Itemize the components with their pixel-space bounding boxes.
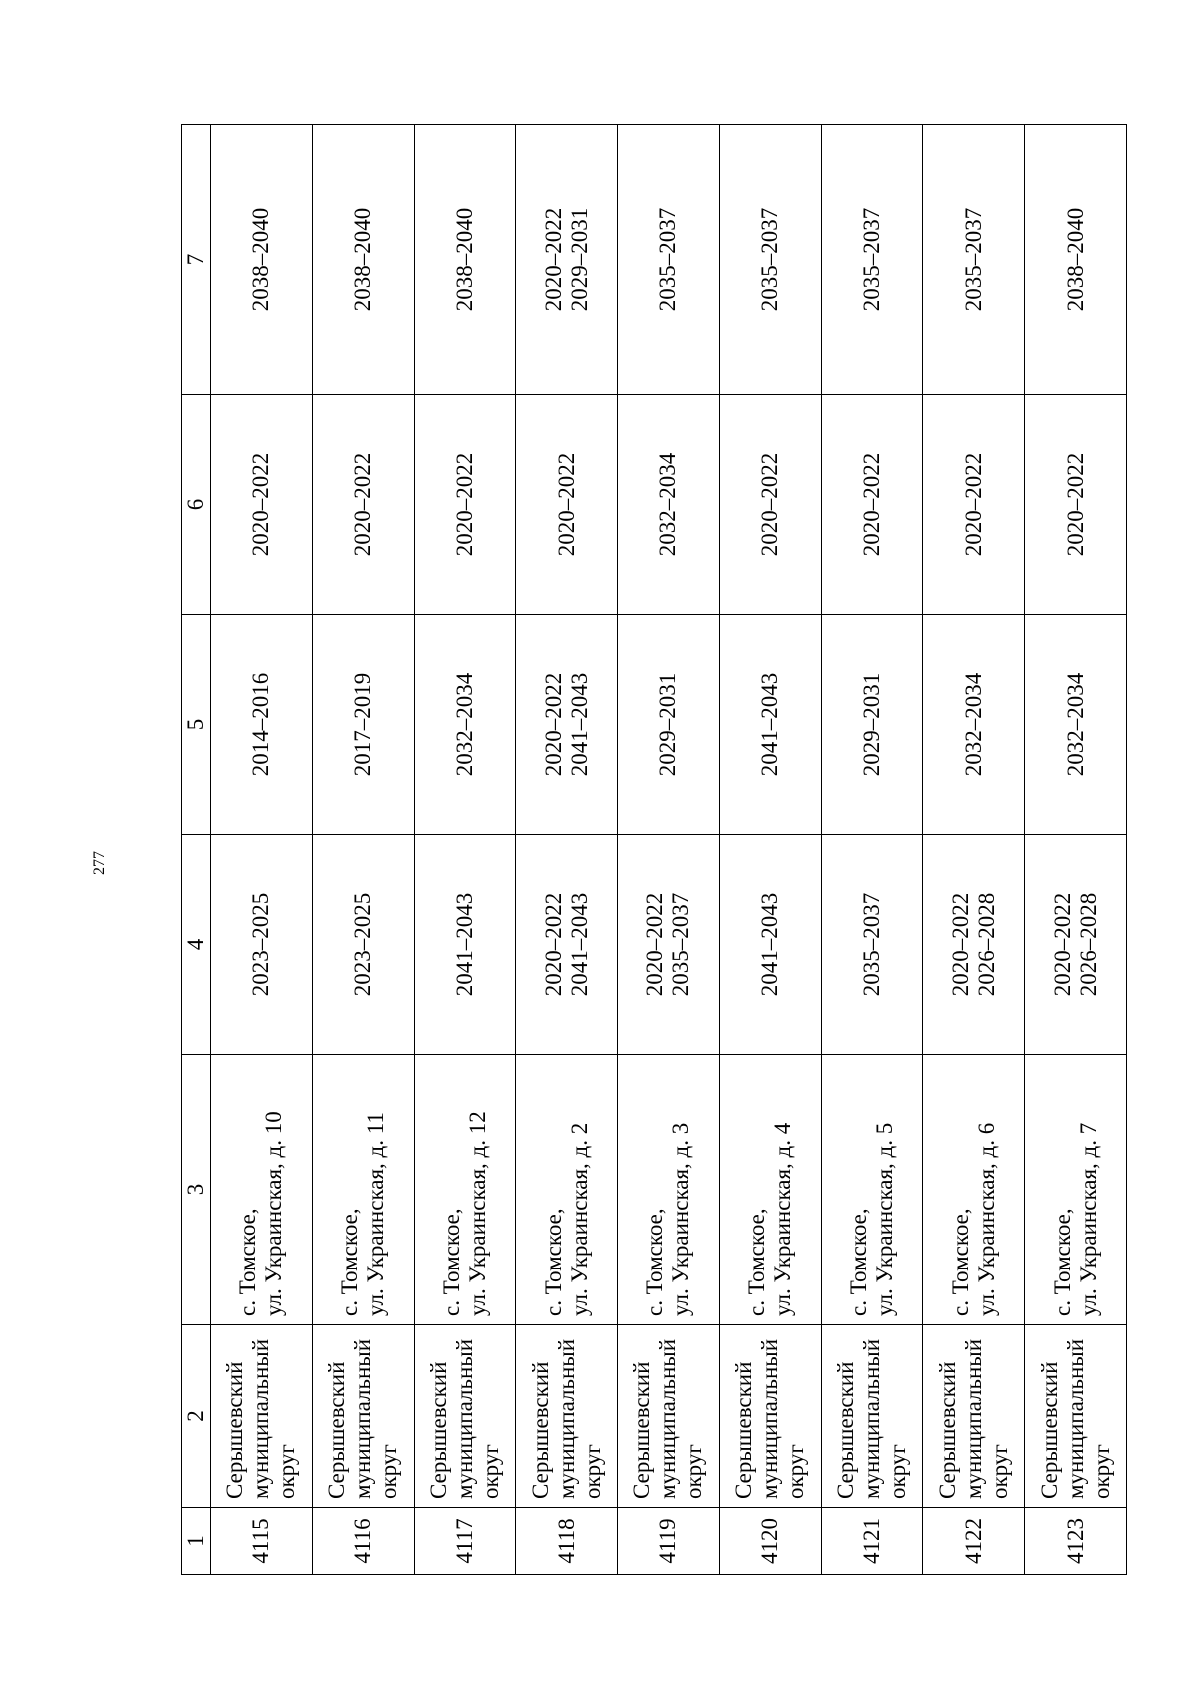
period-col7-cell — [516, 125, 618, 395]
column-header-4: 4 — [182, 835, 211, 1055]
table-container — [181, 125, 1127, 1575]
address-cell-line: с. Томское, — [845, 1208, 871, 1316]
period-col5-cell — [1025, 615, 1127, 835]
address-cell-line: с. Томское, — [1049, 1208, 1075, 1316]
rotated-table — [181, 125, 1127, 1575]
period-col4-cell-line: 2020–2022 — [642, 892, 668, 997]
district-cell-line: Серышевский — [425, 1361, 451, 1499]
address-cell-line: с. Томское, — [642, 1208, 668, 1316]
period-col4-cell — [618, 835, 720, 1055]
period-col5-cell-line: 2029–2031 — [858, 672, 884, 777]
period-col4-cell — [923, 835, 1025, 1055]
district-cell-line: округ — [274, 1444, 300, 1499]
table-row — [618, 125, 720, 1575]
table-body — [211, 125, 1127, 1575]
district-cell-line: округ — [1088, 1444, 1114, 1499]
district-cell — [312, 1325, 414, 1508]
period-col7-cell-line: 2038–2040 — [248, 207, 274, 312]
period-col4-cell-line: 2026–2028 — [973, 892, 999, 997]
period-col7-cell-line: 2038–2040 — [451, 207, 477, 312]
district-cell-line: муниципальный — [248, 1338, 274, 1499]
table-row — [719, 125, 821, 1575]
row-id: 4117 — [414, 1508, 516, 1575]
district-cell — [923, 1325, 1025, 1508]
district-cell — [516, 1325, 618, 1508]
period-col6-cell — [719, 395, 821, 615]
period-col5-cell — [719, 615, 821, 835]
period-col7-cell — [1025, 125, 1127, 395]
district-cell-line: округ — [884, 1444, 910, 1499]
period-col5-cell-line: 2032–2034 — [451, 672, 477, 777]
district-cell-line: округ — [579, 1444, 605, 1499]
address-cell — [312, 1055, 414, 1325]
address-cell-line: ул. Украинская, д. 6 — [973, 1122, 999, 1316]
district-cell — [1025, 1325, 1127, 1508]
address-cell — [211, 1055, 313, 1325]
period-col4-cell-line: 2035–2037 — [668, 892, 694, 997]
period-col7-cell-line: 2020–2022 — [540, 207, 566, 312]
period-col6-cell — [312, 395, 414, 615]
period-col4-cell-line: 2035–2037 — [858, 892, 884, 997]
period-col6-cell-line: 2020–2022 — [960, 452, 986, 557]
period-col5-cell — [211, 615, 313, 835]
period-col5-cell — [618, 615, 720, 835]
period-col6-cell-line: 2020–2022 — [1062, 452, 1088, 557]
address-cell-line: ул. Украинская, д. 3 — [668, 1122, 694, 1316]
district-cell-line: Серышевский — [934, 1361, 960, 1499]
address-cell-line: с. Томское, — [947, 1208, 973, 1316]
district-cell-line: округ — [477, 1444, 503, 1499]
district-cell-line: муниципальный — [858, 1338, 884, 1499]
period-col5-cell — [821, 615, 923, 835]
period-col7-cell — [312, 125, 414, 395]
district-cell-line: Серышевский — [1036, 1361, 1062, 1499]
period-col7-cell-line: 2035–2037 — [858, 207, 884, 312]
district-cell-line: Серышевский — [324, 1361, 350, 1499]
period-col7-cell-line: 2029–2031 — [566, 207, 592, 312]
district-cell-line: муниципальный — [960, 1338, 986, 1499]
address-cell — [414, 1055, 516, 1325]
period-col4-cell-line: 2041–2043 — [566, 892, 592, 997]
period-col5-cell-line: 2041–2043 — [757, 672, 783, 777]
period-col4-cell-line: 2020–2022 — [1049, 892, 1075, 997]
district-cell-line: Серышевский — [222, 1361, 248, 1499]
period-col7-cell — [414, 125, 516, 395]
period-col5-cell-line: 2029–2031 — [655, 672, 681, 777]
column-header-6: 6 — [182, 395, 211, 615]
period-col5-cell-line: 2032–2034 — [1062, 672, 1088, 777]
period-col7-cell — [618, 125, 720, 395]
district-cell-line: муниципальный — [451, 1338, 477, 1499]
address-cell — [719, 1055, 821, 1325]
period-col6-cell — [516, 395, 618, 615]
column-header-3: 3 — [182, 1055, 211, 1325]
district-cell-line: муниципальный — [655, 1338, 681, 1499]
district-cell — [719, 1325, 821, 1508]
period-col4-cell-line: 2023–2025 — [350, 892, 376, 997]
address-cell — [618, 1055, 720, 1325]
period-col4-cell — [312, 835, 414, 1055]
district-cell-line: округ — [376, 1444, 402, 1499]
row-id: 4123 — [1025, 1508, 1127, 1575]
table-row — [516, 125, 618, 1575]
period-col7-cell-line: 2035–2037 — [757, 207, 783, 312]
period-col6-cell-line: 2020–2022 — [451, 452, 477, 557]
period-col6-cell — [211, 395, 313, 615]
period-col7-cell — [211, 125, 313, 395]
district-cell-line: округ — [783, 1444, 809, 1499]
address-cell — [1025, 1055, 1127, 1325]
address-cell-line: ул. Украинская, д. 11 — [363, 1112, 389, 1316]
row-id: 4119 — [618, 1508, 720, 1575]
address-cell-line: ул. Украинская, д. 7 — [1075, 1122, 1101, 1316]
address-cell — [821, 1055, 923, 1325]
period-col4-cell-line: 2020–2022 — [540, 892, 566, 997]
period-col6-cell — [923, 395, 1025, 615]
period-col6-cell-line: 2032–2034 — [655, 452, 681, 557]
column-header-7: 7 — [182, 125, 211, 395]
district-cell-line: муниципальный — [350, 1338, 376, 1499]
district-cell — [618, 1325, 720, 1508]
period-col7-cell-line: 2035–2037 — [655, 207, 681, 312]
address-cell-line: с. Томское, — [438, 1208, 464, 1316]
table-row — [821, 125, 923, 1575]
period-col4-cell — [516, 835, 618, 1055]
address-cell — [516, 1055, 618, 1325]
address-cell-line: с. Томское, — [337, 1208, 363, 1316]
table-row — [1025, 125, 1127, 1575]
column-header-2: 2 — [182, 1325, 211, 1508]
period-col7-cell-line: 2035–2037 — [960, 207, 986, 312]
period-col6-cell-line: 2020–2022 — [858, 452, 884, 557]
row-id: 4116 — [312, 1508, 414, 1575]
district-cell-line: Серышевский — [527, 1361, 553, 1499]
column-header-1: 1 — [182, 1508, 211, 1575]
period-col5-cell-line: 2020–2022 — [540, 672, 566, 777]
header-row — [182, 125, 211, 1575]
district-cell-line: муниципальный — [1062, 1338, 1088, 1499]
address-cell-line: с. Томское, — [540, 1208, 566, 1316]
district-cell-line: округ — [986, 1444, 1012, 1499]
row-id: 4118 — [516, 1508, 618, 1575]
period-col6-cell-line: 2020–2022 — [350, 452, 376, 557]
period-col7-cell — [821, 125, 923, 395]
period-col7-cell — [923, 125, 1025, 395]
period-col4-cell — [414, 835, 516, 1055]
district-cell-line: муниципальный — [757, 1338, 783, 1499]
district-cell-line: муниципальный — [553, 1338, 579, 1499]
period-col4-cell-line: 2041–2043 — [451, 892, 477, 997]
period-col4-cell — [211, 835, 313, 1055]
period-col4-cell — [719, 835, 821, 1055]
period-col5-cell — [923, 615, 1025, 835]
period-col6-cell — [821, 395, 923, 615]
address-cell-line: с. Томское, — [235, 1208, 261, 1316]
district-cell-line: Серышевский — [629, 1361, 655, 1499]
period-col4-cell-line: 2026–2028 — [1075, 892, 1101, 997]
period-col5-cell — [516, 615, 618, 835]
period-col6-cell-line: 2020–2022 — [757, 452, 783, 557]
column-header-5: 5 — [182, 615, 211, 835]
period-col4-cell-line: 2020–2022 — [947, 892, 973, 997]
period-col4-cell — [1025, 835, 1127, 1055]
address-cell — [923, 1055, 1025, 1325]
address-cell-line: ул. Украинская, д. 5 — [871, 1122, 897, 1316]
period-col5-cell-line: 2014–2016 — [248, 672, 274, 777]
address-cell-line: ул. Украинская, д. 2 — [566, 1122, 592, 1316]
period-col5-cell-line: 2032–2034 — [960, 672, 986, 777]
period-col7-cell — [719, 125, 821, 395]
period-col5-cell-line: 2041–2043 — [566, 672, 592, 777]
district-cell-line: Серышевский — [832, 1361, 858, 1499]
district-cell-line: Серышевский — [731, 1361, 757, 1499]
period-col6-cell-line: 2020–2022 — [553, 452, 579, 557]
address-cell-line: с. Томское, — [744, 1208, 770, 1316]
address-cell-line: ул. Украинская, д. 4 — [770, 1122, 796, 1316]
period-col6-cell — [618, 395, 720, 615]
address-cell-line: ул. Украинская, д. 12 — [464, 1111, 490, 1316]
period-col5-cell-line: 2017–2019 — [350, 672, 376, 777]
district-cell-line: округ — [681, 1444, 707, 1499]
period-col6-cell — [1025, 395, 1127, 615]
housing-schedule-table — [181, 124, 1127, 1575]
district-cell — [211, 1325, 313, 1508]
table-row — [414, 125, 516, 1575]
table-row — [923, 125, 1025, 1575]
district-cell — [821, 1325, 923, 1508]
period-col5-cell — [312, 615, 414, 835]
period-col4-cell-line: 2023–2025 — [248, 892, 274, 997]
row-id: 4120 — [719, 1508, 821, 1575]
page-number: 277 — [91, 851, 108, 875]
district-cell — [414, 1325, 516, 1508]
row-id: 4122 — [923, 1508, 1025, 1575]
row-id: 4121 — [821, 1508, 923, 1575]
row-id: 4115 — [211, 1508, 313, 1575]
period-col6-cell — [414, 395, 516, 615]
period-col5-cell — [414, 615, 516, 835]
period-col7-cell-line: 2038–2040 — [350, 207, 376, 312]
table-row — [312, 125, 414, 1575]
table-row — [211, 125, 313, 1575]
address-cell-line: ул. Украинская, д. 10 — [261, 1111, 287, 1316]
period-col4-cell — [821, 835, 923, 1055]
period-col7-cell-line: 2038–2040 — [1062, 207, 1088, 312]
period-col6-cell-line: 2020–2022 — [248, 452, 274, 557]
period-col4-cell-line: 2041–2043 — [757, 892, 783, 997]
